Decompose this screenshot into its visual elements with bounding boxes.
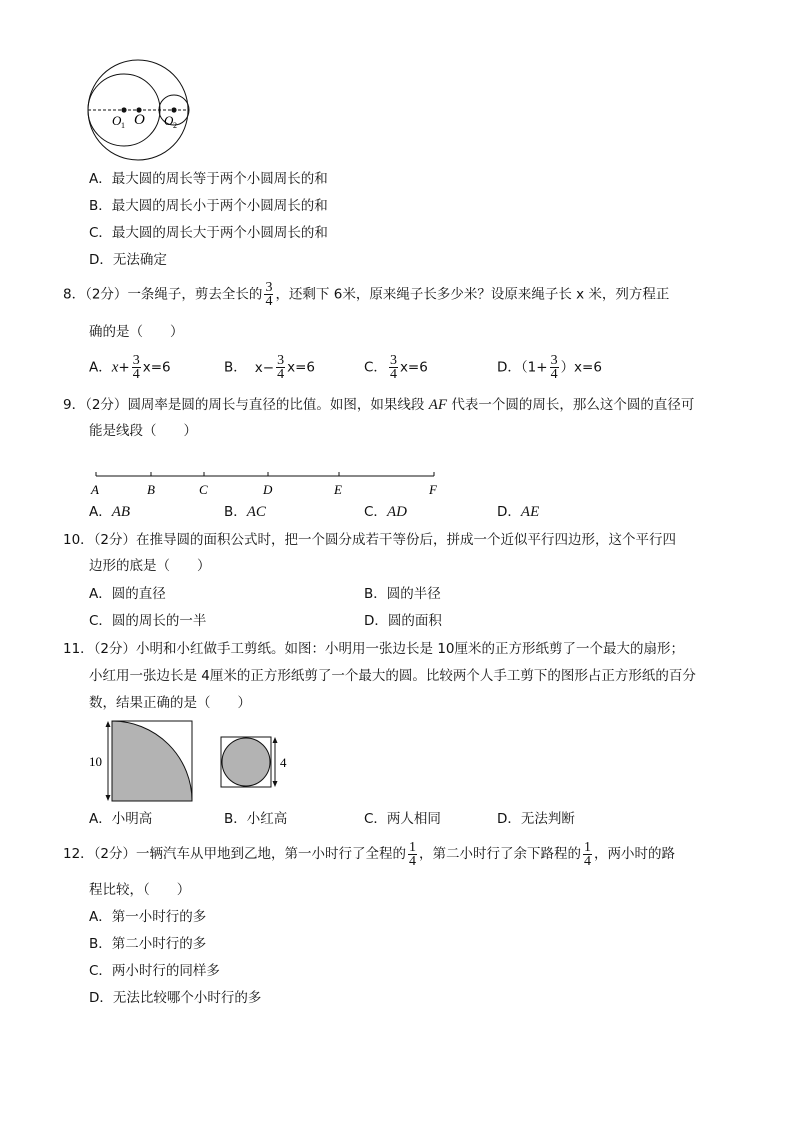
q11-xiaoming-figure xyxy=(86,718,196,804)
q7-option-b[interactable]: B．最大圆的周长小于两个小圆周长的和 xyxy=(89,198,328,214)
q9-af-label: AF xyxy=(428,397,448,413)
q11-stem-line1: 11．（2分）小明和小红做手工剪纸。如图：小明用一张边长是 10厘米的正方形纸剪了一个最大的扇形； xyxy=(63,641,684,657)
point-label-b: B xyxy=(147,482,155,497)
q9-option-c[interactable]: C．AD xyxy=(364,504,407,520)
q10-option-c[interactable]: C．圆的周长的一半 xyxy=(89,613,207,629)
point-label-e: E xyxy=(334,482,342,497)
q11-stem-line2: 小红用一张边长是 4厘米的正方形纸剪了一个最大的圆。比较两个人手工剪下的图形占正方形纸的百分 xyxy=(89,668,696,684)
label-o2: O xyxy=(164,113,174,128)
point-o2 xyxy=(171,107,176,112)
q8-option-c[interactable]: C． $\frac{3}{4}$ x=6 xyxy=(364,353,428,382)
q12-fraction-2: $\frac{1}{4}$ xyxy=(584,839,592,869)
q11-option-d[interactable]: D．无法判断 xyxy=(497,811,575,827)
label-4: 4 xyxy=(280,755,287,770)
q8-number: 8． xyxy=(63,286,86,303)
q7-circles-figure xyxy=(86,58,201,168)
q9-option-b[interactable]: B．AC xyxy=(224,504,266,520)
q7-option-c[interactable]: C．最大圆的周长大于两个小圆周长的和 xyxy=(89,225,328,241)
q12-stem-line2: 程比较，（ ） xyxy=(89,882,191,898)
dimension-arrow-top xyxy=(106,721,111,727)
point-label-c: C xyxy=(199,482,208,497)
q10-option-a[interactable]: A．圆的直径 xyxy=(89,586,166,602)
q11-stem-line3: 数，结果正确的是（ ） xyxy=(89,695,251,711)
q12-fraction-1: $\frac{1}{4}$ xyxy=(409,839,417,869)
q8-stem-line1 xyxy=(63,281,669,308)
q8-stem-line2: 确的是（ ） xyxy=(89,324,184,340)
dimension-arrow-top-4 xyxy=(273,737,278,743)
q8-fraction: $\frac{3}{4}$ xyxy=(265,280,273,309)
q11-xiaohong-figure xyxy=(218,734,298,794)
q8-option-a[interactable]: A．x+ $\frac{3}{4}$ x=6 xyxy=(89,353,171,382)
q12-option-c[interactable]: C．两小时行的同样多 xyxy=(89,963,220,979)
xiaohong-circle xyxy=(222,738,270,786)
point-label-d: D xyxy=(263,482,273,497)
q8-option-b[interactable]: B． x− $\frac{3}{4}$ x=6 xyxy=(224,353,315,382)
q10-option-d[interactable]: D．圆的面积 xyxy=(364,613,442,629)
q9-stem-line1: 9．（2分）圆周率是圆的周长与直径的比值。如图，如果线段 AF 代表一个圆的周长，那么这个圆的直径可 xyxy=(63,397,695,413)
label-o2-sub: 2 xyxy=(173,121,177,130)
q8-text-after: ，还剩下 6米，原来绳子长多少米？设原来绳子长 x 米，列方程正 xyxy=(275,286,670,303)
point-label-a: A xyxy=(91,482,99,497)
q7-option-a[interactable]: A．最大圆的周长等于两个小圆周长的和 xyxy=(89,171,328,187)
q12-option-a[interactable]: A．第一小时行的多 xyxy=(89,909,207,925)
dimension-arrow-bottom xyxy=(106,795,111,801)
q11-option-c[interactable]: C．两人相同 xyxy=(364,811,441,827)
q9-stem-line2: 能是线段（ ） xyxy=(89,423,197,439)
label-10: 10 xyxy=(89,754,102,769)
q12-stem-line1: 12．（2分）一辆汽车从甲地到乙地，第一小时行了全程的 $\frac{1}{4}$ ，第二小时行了余下路程的 $\frac{1}{4}$ ，两小时的路 xyxy=(63,839,676,869)
q10-option-b[interactable]: B．圆的半径 xyxy=(364,586,441,602)
q11-option-a[interactable]: A．小明高 xyxy=(89,811,153,827)
q7-option-d[interactable]: D．无法确定 xyxy=(89,252,167,268)
dimension-arrow-bottom-4 xyxy=(273,781,278,787)
q12-option-d[interactable]: D．无法比较哪个小时行的多 xyxy=(89,990,262,1006)
q10-stem-line2: 边形的底是（ ） xyxy=(89,558,211,574)
q9-option-a[interactable]: A．AB xyxy=(89,504,131,520)
label-o1: O xyxy=(112,113,122,128)
point-o1 xyxy=(121,107,126,112)
label-o1-sub: 1 xyxy=(121,121,125,130)
q12-option-b[interactable]: B．第二小时行的多 xyxy=(89,936,207,952)
label-o: O xyxy=(134,112,145,128)
q10-stem-line1: 10．（2分）在推导圆的面积公式时，把一个圆分成若干等份后，拼成一个近似平行四边形，这个平行四 xyxy=(63,532,677,548)
q11-option-b[interactable]: B．小红高 xyxy=(224,811,288,827)
q8-points: （2分） xyxy=(85,286,128,303)
point-label-f: F xyxy=(429,482,437,497)
q8-text-before: 一条绳子，剪去全长的 xyxy=(127,286,263,303)
q8-option-d[interactable]: D．（1+ $\frac{3}{4}$ ）x=6 xyxy=(497,353,602,382)
q9-segment-figure xyxy=(86,468,446,500)
q9-option-d[interactable]: D．AE xyxy=(497,504,540,520)
